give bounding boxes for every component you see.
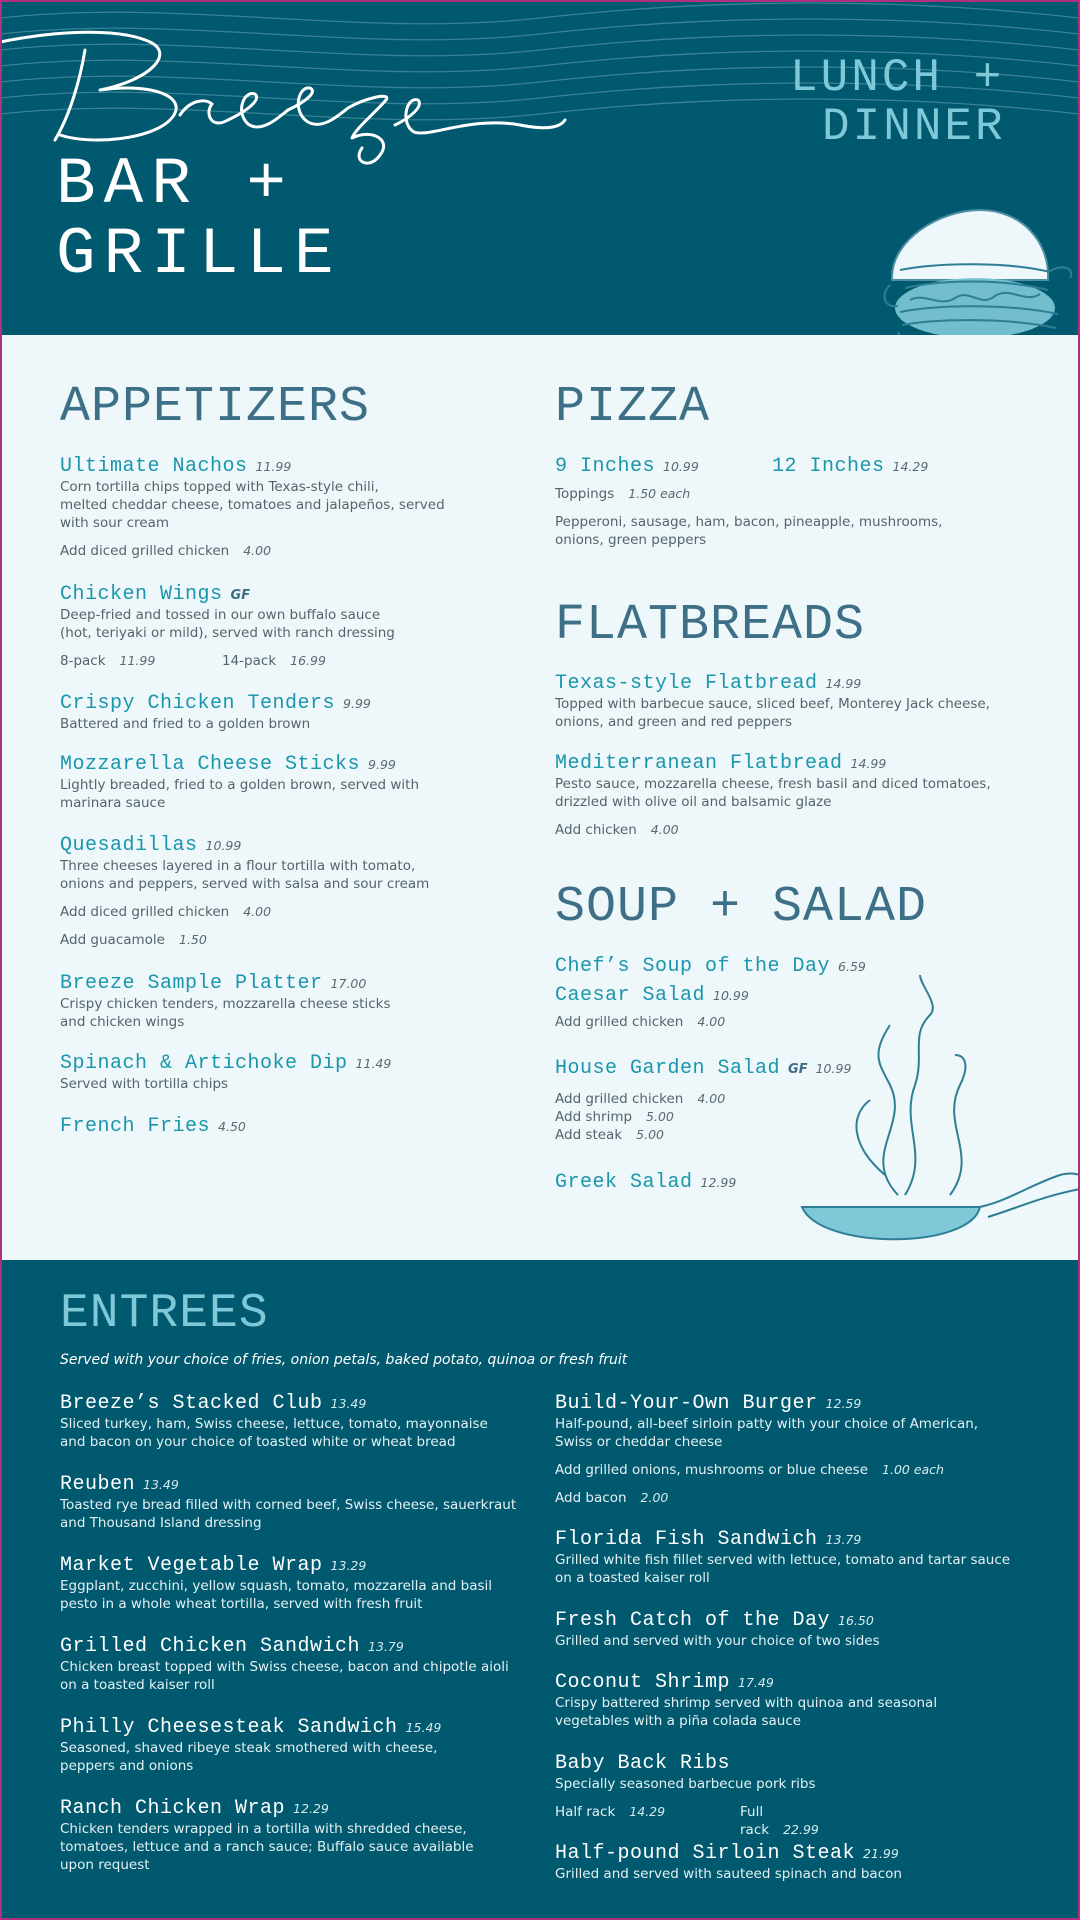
add-on-price: 1.00 each bbox=[882, 1462, 944, 1477]
item-price: 15.49 bbox=[405, 1720, 442, 1735]
add-on-label: Add chicken bbox=[555, 822, 637, 838]
item-price: 4.50 bbox=[218, 1119, 246, 1134]
item-description: Seasoned, shaved ribeye steak smothered with cheese, bbox=[60, 1740, 438, 1756]
item-description: upon request bbox=[60, 1857, 150, 1873]
item-description: Corn tortilla chips topped with Texas-style chili, bbox=[60, 479, 379, 495]
item-name: Greek Salad bbox=[555, 1171, 693, 1194]
appetizers-heading: APPETIZERS bbox=[60, 379, 371, 436]
item-price: 10.99 bbox=[205, 838, 242, 853]
menu-item-spinach-dip bbox=[60, 1052, 391, 1093]
item-name: Quesadillas bbox=[60, 834, 198, 857]
item-price: 13.79 bbox=[368, 1639, 404, 1654]
menu-item-grilled-chicken-sandwich bbox=[60, 1635, 509, 1694]
add-on-price: 4.00 bbox=[243, 543, 272, 558]
option-label: Full rack bbox=[740, 1804, 770, 1838]
menu-item-mozzarella-sticks bbox=[60, 753, 419, 812]
item-name: Half-pound Sirloin Steak bbox=[555, 1842, 856, 1865]
item-description: Pesto sauce, mozzarella cheese, fresh basil and diced tomatoes, bbox=[555, 776, 991, 792]
item-description: Grilled white fish fillet served with lettuce, tomato and tartar sauce bbox=[555, 1552, 1011, 1568]
menu-item-caesar-salad bbox=[555, 984, 749, 1031]
item-description: Three cheeses layered in a flour tortilla with tomato, bbox=[60, 858, 416, 874]
item-description: on a toasted kaiser roll bbox=[60, 1677, 215, 1693]
item-name: Breeze’s Stacked Club bbox=[60, 1392, 323, 1415]
item-description: marinara sauce bbox=[60, 795, 166, 811]
option-price: 11.99 bbox=[119, 653, 156, 668]
item-price: 11.99 bbox=[255, 459, 292, 474]
item-description: Crispy chicken tenders, mozzarella cheese sticks bbox=[60, 996, 391, 1012]
item-description: Grilled and served with your choice of two sides bbox=[555, 1633, 880, 1649]
add-on-price: 5.00 bbox=[636, 1127, 664, 1142]
item-price: 12.59 bbox=[825, 1396, 862, 1411]
item-name: Grilled Chicken Sandwich bbox=[60, 1635, 361, 1658]
item-name: Mozzarella Cheese Sticks bbox=[60, 753, 361, 776]
item-description: Eggplant, zucchini, yellow squash, tomato, mozzarella and basil bbox=[60, 1578, 493, 1594]
item-price: 14.99 bbox=[850, 756, 887, 771]
add-on bbox=[555, 1126, 851, 1144]
pizza-sizes bbox=[555, 455, 1035, 549]
item-name: Philly Cheesesteak Sandwich bbox=[60, 1716, 398, 1739]
item-price: 17.49 bbox=[738, 1675, 774, 1690]
item-name: House Garden Salad bbox=[555, 1057, 781, 1080]
item-name: Crispy Chicken Tenders bbox=[60, 692, 336, 715]
item-name: Build-Your-Own Burger bbox=[555, 1392, 818, 1415]
toppings-list: Pepperoni, sausage, ham, bacon, pineapple, mushrooms, bbox=[555, 514, 943, 530]
add-on bbox=[555, 1108, 851, 1126]
size-options bbox=[60, 652, 395, 670]
item-price: 12.99 bbox=[700, 1175, 737, 1190]
pizza-size-price: 10.99 bbox=[663, 459, 699, 474]
item-name: Chef’s Soup of the Day bbox=[555, 955, 831, 978]
gluten-free-badge: GF bbox=[230, 588, 251, 603]
menu-item-vegetable-wrap bbox=[60, 1554, 492, 1613]
brand-bar: BAR + bbox=[56, 147, 295, 222]
item-description: pesto in a whole wheat tortilla, served with fresh fruit bbox=[60, 1596, 423, 1612]
menu-item-greek-salad bbox=[555, 1171, 736, 1194]
item-price: 14.99 bbox=[825, 676, 862, 691]
add-on-label: Add diced grilled chicken bbox=[60, 904, 230, 920]
size-options bbox=[555, 1803, 819, 1838]
item-description: and chicken wings bbox=[60, 1014, 185, 1030]
menu-item-sample-platter bbox=[60, 972, 391, 1031]
item-description: Chicken tenders wrapped in a tortilla with shredded cheese, bbox=[60, 1821, 467, 1837]
item-name: Spinach & Artichoke Dip bbox=[60, 1052, 348, 1075]
item-price: 17.00 bbox=[330, 976, 367, 991]
add-on bbox=[555, 1461, 978, 1479]
item-description: Swiss or cheddar cheese bbox=[555, 1434, 723, 1450]
item-price: 13.29 bbox=[330, 1558, 367, 1573]
menu-item-house-garden-salad bbox=[555, 1057, 851, 1144]
item-name: Market Vegetable Wrap bbox=[60, 1554, 323, 1577]
item-price: 13.49 bbox=[143, 1477, 179, 1492]
menu-item-soup-of-the-day bbox=[555, 955, 866, 978]
add-on bbox=[60, 931, 429, 949]
add-on bbox=[60, 903, 429, 921]
item-description: and Thousand Island dressing bbox=[60, 1515, 262, 1531]
item-price: 11.49 bbox=[355, 1056, 392, 1071]
add-on-label: Add guacamole bbox=[60, 932, 165, 948]
menu-item-fresh-catch bbox=[555, 1609, 880, 1650]
item-price: 6.59 bbox=[838, 959, 866, 974]
menu-item-crispy-chicken-tenders bbox=[60, 692, 371, 733]
item-description: Served with tortilla chips bbox=[60, 1076, 229, 1092]
item-price: 21.99 bbox=[863, 1846, 899, 1861]
add-on-label: Add grilled chicken bbox=[555, 1014, 684, 1030]
menu-item-sirloin-steak bbox=[555, 1842, 902, 1883]
add-on-price: 5.00 bbox=[646, 1109, 674, 1124]
item-name: Chicken Wings bbox=[60, 583, 223, 606]
menu-item-mediterranean-flatbread bbox=[555, 752, 991, 839]
item-description: Sliced turkey, ham, Swiss cheese, lettuce, tomato, mayonnaise bbox=[60, 1416, 488, 1432]
pizza-size-name: 12 Inches bbox=[772, 455, 885, 478]
item-name: Florida Fish Sandwich bbox=[555, 1528, 818, 1551]
menu-item-french-fries bbox=[60, 1115, 246, 1138]
item-name: Caesar Salad bbox=[555, 984, 706, 1007]
pizza-heading: PIZZA bbox=[555, 379, 711, 436]
add-on-label: Add shrimp bbox=[555, 1109, 633, 1125]
add-on bbox=[60, 542, 445, 560]
item-description: Crispy battered shrimp served with quinoa and seasonal bbox=[555, 1695, 938, 1711]
add-on-price: 1.50 bbox=[179, 932, 207, 947]
add-on-label: Add bacon bbox=[555, 1490, 627, 1506]
entrees-section bbox=[0, 1260, 1080, 1920]
menu-item-coconut-shrimp bbox=[555, 1671, 937, 1730]
lunch-label: LUNCH + bbox=[790, 52, 1005, 104]
entrees-subtitle: Served with your choice of fries, onion petals, baked potato, quinoa or fresh fruit bbox=[60, 1352, 628, 1368]
menu-item-baby-back-ribs bbox=[555, 1752, 819, 1838]
item-description: Half-pound, all-beef sirloin patty with your choice of American, bbox=[555, 1416, 979, 1432]
dinner-label: DINNER bbox=[822, 101, 1006, 153]
pizza-size-name: 9 Inches bbox=[555, 455, 656, 478]
item-price: 12.29 bbox=[293, 1801, 329, 1816]
item-description: on a toasted kaiser roll bbox=[555, 1570, 710, 1586]
menu-item-texas-flatbread bbox=[555, 672, 990, 731]
item-description: drizzled with olive oil and balsamic glaze bbox=[555, 794, 832, 810]
flatbreads-heading: FLATBREADS bbox=[555, 597, 866, 654]
brand-grille: GRILLE bbox=[56, 217, 342, 292]
menu-item-build-your-own-burger bbox=[555, 1392, 978, 1507]
add-on bbox=[555, 1489, 978, 1507]
add-on bbox=[555, 1013, 749, 1031]
menu-item-ranch-chicken-wrap bbox=[60, 1797, 474, 1874]
menu-item-chicken-wings bbox=[60, 583, 395, 670]
menu-header bbox=[0, 0, 1080, 335]
item-description: peppers and onions bbox=[60, 1758, 194, 1774]
option-price: 16.99 bbox=[290, 653, 326, 668]
menu-item-stacked-club bbox=[60, 1392, 488, 1451]
option-label: 14-pack bbox=[222, 653, 277, 669]
item-description: onions, and green and red peppers bbox=[555, 714, 792, 730]
item-description: vegetables with a piña colada sauce bbox=[555, 1713, 802, 1729]
add-on bbox=[555, 1090, 851, 1108]
burger-icon bbox=[880, 200, 1080, 335]
option-label: 8-pack bbox=[60, 653, 106, 669]
item-price: 13.79 bbox=[825, 1532, 862, 1547]
toppings-price: 1.50 each bbox=[628, 486, 691, 501]
toppings-label: Toppings bbox=[555, 486, 615, 502]
toppings-price-row bbox=[555, 485, 1035, 503]
item-name: Ranch Chicken Wrap bbox=[60, 1797, 286, 1820]
item-name: Ultimate Nachos bbox=[60, 455, 248, 478]
item-name: Reuben bbox=[60, 1473, 136, 1496]
item-description: and bacon on your choice of toasted white or wheat bread bbox=[60, 1434, 456, 1450]
menu-item-florida-fish-sandwich bbox=[555, 1528, 1010, 1587]
item-description: onions and peppers, served with salsa and sour cream bbox=[60, 876, 430, 892]
item-price: 9.99 bbox=[343, 696, 371, 711]
item-price: 16.50 bbox=[838, 1613, 874, 1628]
add-on bbox=[555, 821, 991, 839]
item-description: Chicken breast topped with Swiss cheese, bacon and chipotle aioli bbox=[60, 1659, 509, 1675]
option-price: 22.99 bbox=[783, 1822, 819, 1837]
item-name: Texas-style Flatbread bbox=[555, 672, 818, 695]
add-on-price: 4.00 bbox=[243, 904, 272, 919]
menu-item-quesadillas bbox=[60, 834, 429, 949]
menu-middle-section bbox=[0, 335, 1080, 1260]
item-price: 13.49 bbox=[330, 1396, 367, 1411]
item-name: Coconut Shrimp bbox=[555, 1671, 731, 1694]
item-price: 10.99 bbox=[815, 1061, 852, 1076]
menu-item-reuben bbox=[60, 1473, 516, 1532]
item-description: Lightly breaded, fried to a golden brown, served with bbox=[60, 777, 420, 793]
item-name: Mediterranean Flatbread bbox=[555, 752, 843, 775]
item-description: with sour cream bbox=[60, 515, 170, 531]
item-description: Grilled and served with sauteed spinach and bacon bbox=[555, 1866, 902, 1882]
add-on-price: 4.00 bbox=[650, 822, 679, 837]
add-on-price: 2.00 bbox=[640, 1490, 669, 1505]
add-on-label: Add grilled chicken bbox=[555, 1091, 684, 1107]
item-description: Topped with barbecue sauce, sliced beef, Monterey Jack cheese, bbox=[555, 696, 991, 712]
item-price: 10.99 bbox=[713, 988, 749, 1003]
item-name: Breeze Sample Platter bbox=[60, 972, 323, 995]
item-description: melted cheddar cheese, tomatoes and jalapeños, served bbox=[60, 497, 445, 513]
item-price: 9.99 bbox=[368, 757, 396, 772]
add-on-label: Add grilled onions, mushrooms or blue cheese bbox=[555, 1462, 869, 1478]
menu-item-ultimate-nachos bbox=[60, 455, 445, 560]
add-on-price: 4.00 bbox=[697, 1014, 726, 1029]
menu-item-philly-cheesesteak bbox=[60, 1716, 441, 1775]
soup-salad-heading: SOUP + SALAD bbox=[555, 879, 928, 936]
item-description: Toasted rye bread filled with corned beef, Swiss cheese, sauerkraut bbox=[60, 1497, 517, 1513]
add-on-label: Add diced grilled chicken bbox=[60, 543, 230, 559]
option-label: Half rack bbox=[555, 1804, 616, 1820]
entrees-heading: ENTREES bbox=[60, 1287, 269, 1341]
item-name: Baby Back Ribs bbox=[555, 1752, 731, 1775]
item-description: Specially seasoned barbecue pork ribs bbox=[555, 1776, 816, 1792]
option-price: 14.29 bbox=[629, 1804, 666, 1819]
toppings-list: onions, green peppers bbox=[555, 532, 707, 548]
add-on-label: Add steak bbox=[555, 1127, 623, 1143]
item-name: French Fries bbox=[60, 1115, 211, 1138]
gluten-free-badge: GF bbox=[788, 1062, 808, 1077]
item-description: tomatoes, lettuce and a ranch sauce; Buffalo sauce available bbox=[60, 1839, 474, 1855]
item-description: (hot, teriyaki or mild), served with ranch dressing bbox=[60, 625, 395, 641]
add-on-price: 4.00 bbox=[697, 1091, 726, 1106]
item-name: Fresh Catch of the Day bbox=[555, 1609, 831, 1632]
item-description: Battered and fried to a golden brown bbox=[60, 716, 311, 732]
pizza-size-price: 14.29 bbox=[892, 459, 929, 474]
item-description: Deep-fried and tossed in our own buffalo sauce bbox=[60, 607, 381, 623]
